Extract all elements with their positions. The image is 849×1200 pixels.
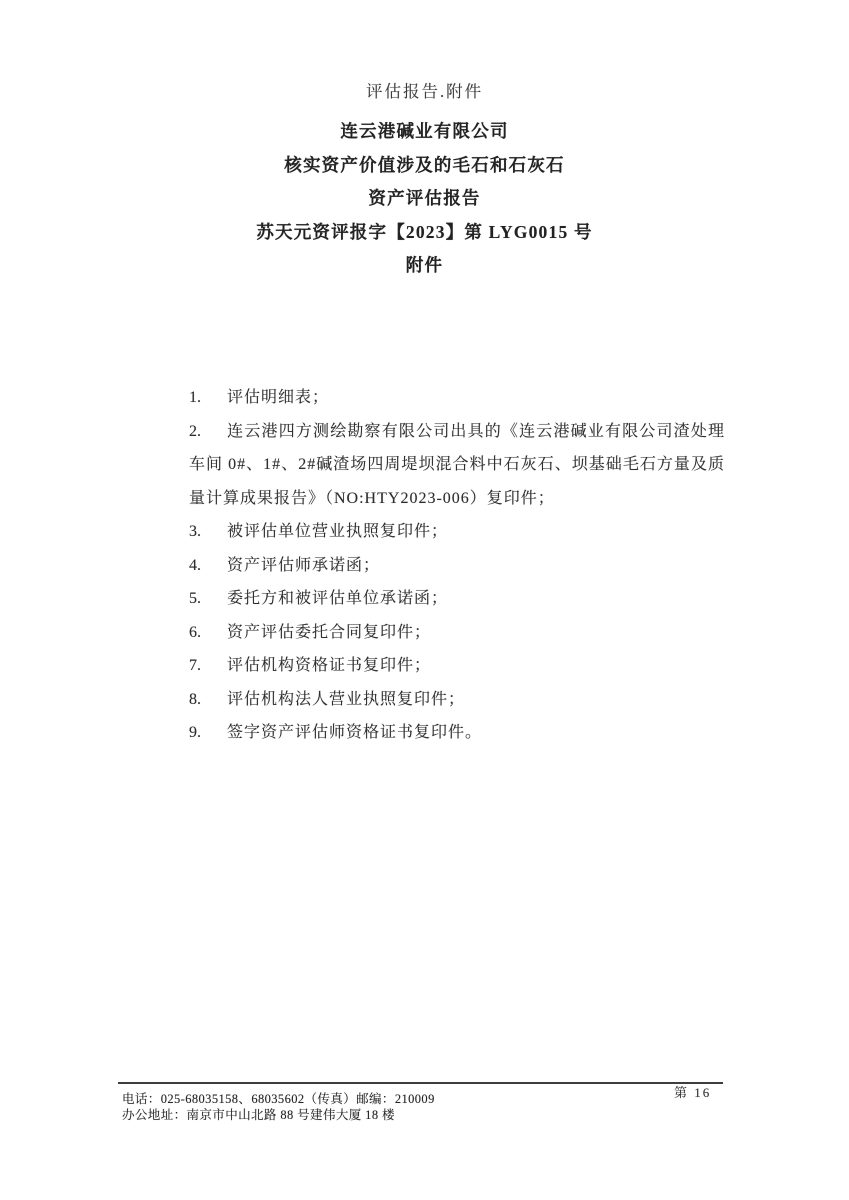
item-number: 7. xyxy=(189,657,201,674)
report-subject: 核实资产价值涉及的毛石和石灰石 xyxy=(284,154,565,175)
item-text: 资产评估委托合同复印件； xyxy=(227,623,432,641)
item-text: 委托方和被评估单位承诺函； xyxy=(227,590,449,607)
item-text: 被评估单位营业执照复印件； xyxy=(227,523,449,540)
attachments-heading: 附件 xyxy=(405,255,444,275)
item-text: 连云港四方测绘勘察有限公司出具的《连云港碱业有限公司渣处理车间 0#、1#、2#碱渣场四周堤坝混合料中石灰石、坝基础毛石方量及质量计算成果报告》（NO:HTY2023-006）复印件； xyxy=(189,422,725,507)
footer-address-line: 办公地址：南京市中山北路 88 号建伟大厦 18 楼 xyxy=(122,1108,395,1122)
page-number: 第 16 xyxy=(674,1085,712,1100)
footer-divider xyxy=(118,1082,723,1084)
list-item-5 xyxy=(189,582,725,616)
list-item-9 xyxy=(189,716,725,750)
item-text: 评估机构法人营业执照复印件； xyxy=(227,690,466,708)
item-number: 9. xyxy=(189,724,201,741)
footer-contact xyxy=(122,1091,435,1123)
item-number: 4. xyxy=(189,556,201,574)
report-number: 苏天元资评报字【2023】第 LYG0015 号 xyxy=(256,221,593,242)
attachments-list xyxy=(189,381,725,750)
item-number: 1. xyxy=(189,389,201,406)
item-number: 2. xyxy=(189,422,201,440)
title-block xyxy=(0,75,849,283)
item-number: 5. xyxy=(189,590,201,607)
list-item-7 xyxy=(189,649,725,683)
item-number: 8. xyxy=(189,690,201,708)
footer-phone-line: 电话：025-68035158、68035602（传真）邮编：210009 xyxy=(122,1092,435,1106)
company-name: 连云港碱业有限公司 xyxy=(340,121,509,141)
item-text: 评估机构资格证书复印件； xyxy=(227,657,432,674)
item-text: 评估明细表； xyxy=(227,389,330,406)
list-item-8 xyxy=(189,683,725,717)
report-attachment-label: 评估报告.附件 xyxy=(365,82,484,101)
item-text: 签字资产评估师资格证书复印件。 xyxy=(227,724,483,741)
item-number: 6. xyxy=(189,623,201,641)
list-item-4 xyxy=(189,549,725,583)
list-item-3 xyxy=(189,515,725,549)
report-type: 资产评估报告 xyxy=(368,188,481,208)
list-item-6 xyxy=(189,616,725,650)
list-item-2 xyxy=(189,415,725,516)
item-text: 资产评估师承诺函； xyxy=(227,556,381,574)
list-item-1 xyxy=(189,381,725,415)
item-number: 3. xyxy=(189,523,201,540)
